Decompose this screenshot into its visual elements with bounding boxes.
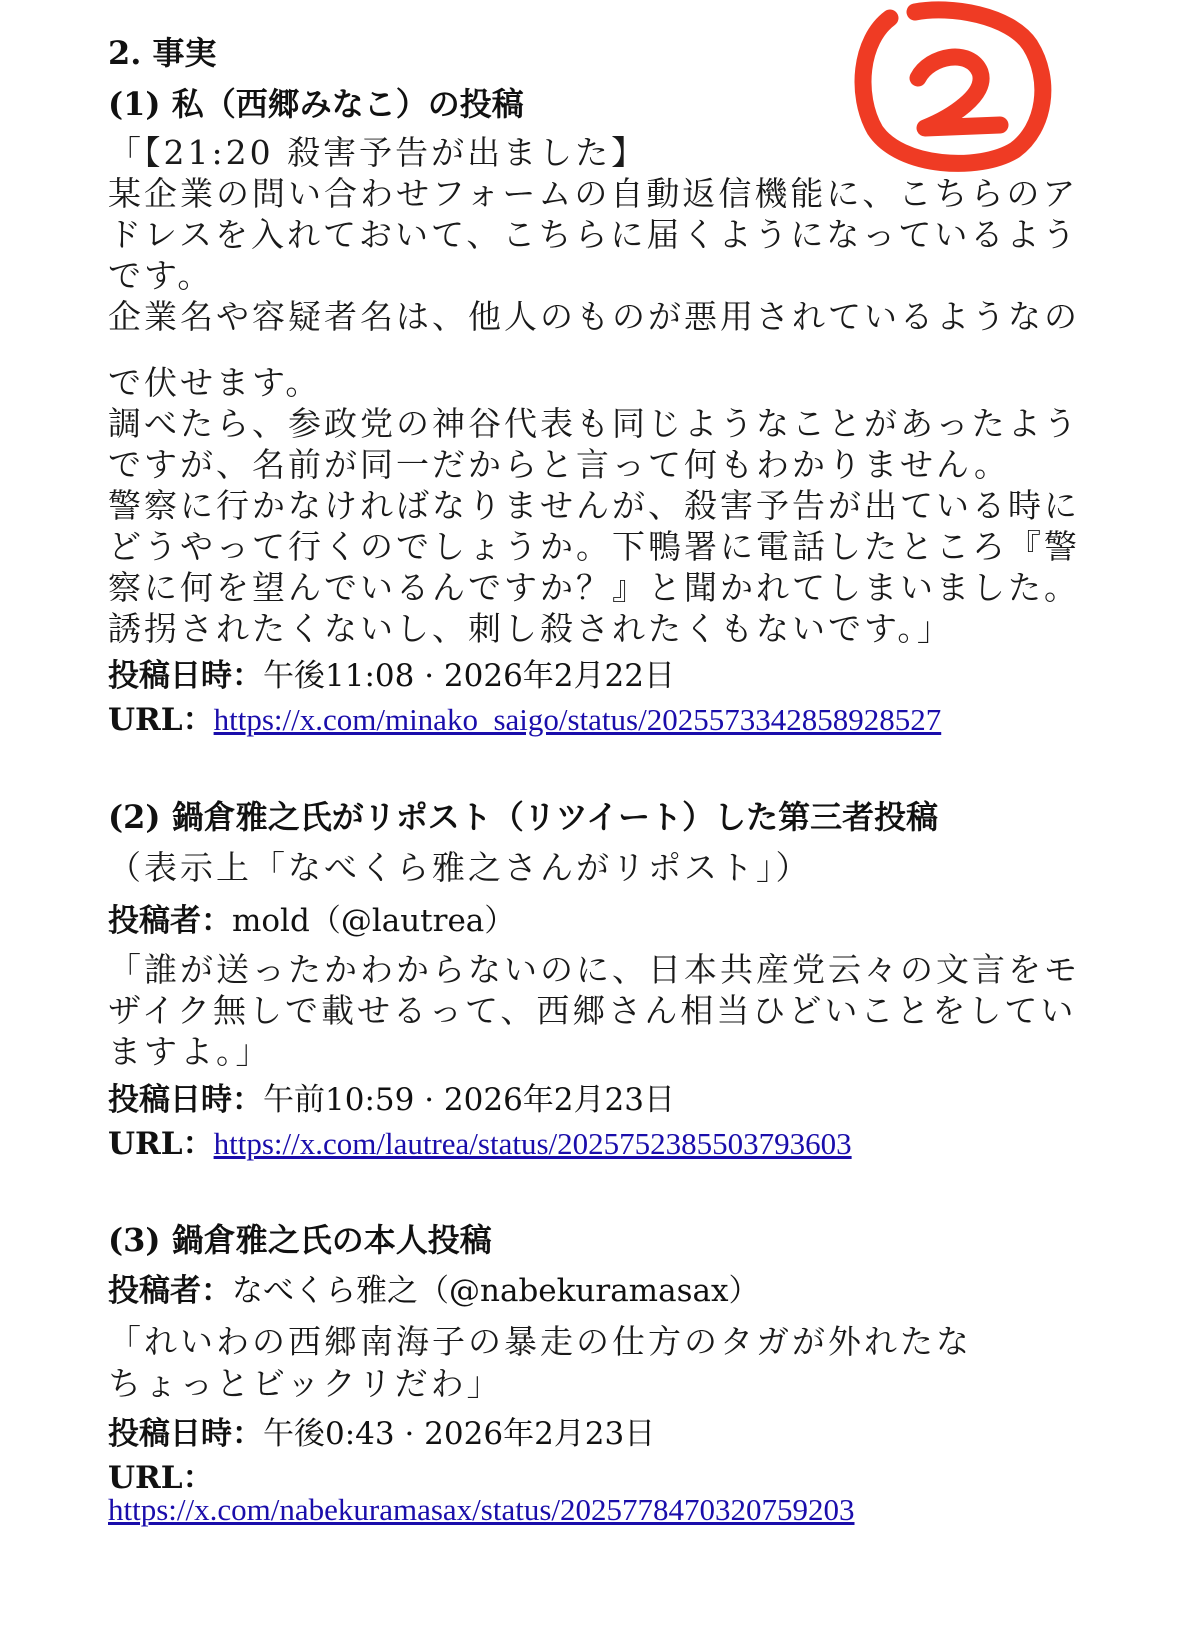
post-1-url-link[interactable]: https://x.com/minako_saigo/status/2025573342858928527: [213, 702, 942, 737]
post-1-quote-line: 企業名や容疑者名は、他人のものが悪用されているようなの: [108, 297, 1080, 336]
date-label: 投稿日時：: [108, 658, 263, 694]
page-number-mark: [830, 0, 1080, 175]
post-3-url-line: [108, 1492, 855, 1528]
author-label: 投稿者：: [108, 1273, 232, 1309]
post-1-quote-line: 「【21:20 殺害予告が出ました】: [108, 133, 648, 172]
url-label: URL：: [108, 1460, 214, 1496]
post-1-quote-line: 警察に行かなければなりませんが、殺害予告が出ている時に: [108, 486, 1080, 525]
url-label: URL：: [108, 1126, 214, 1162]
post-3-quote-line: 「れいわの西郷南海子の暴走の仕方のタガが外れたな: [108, 1322, 972, 1361]
date-value: 午前10:59 · 2026年2月23日: [263, 1082, 675, 1118]
post-3-url-label-line: [108, 1452, 214, 1497]
post-1-date: [108, 650, 675, 695]
date-value: 午後11:08 · 2026年2月22日: [263, 658, 675, 694]
post-1-heading: (1) 私（西郷みなこ）の投稿: [108, 85, 524, 123]
post-2-url-line: [108, 1118, 852, 1163]
date-value: 午後0:43 · 2026年2月23日: [263, 1416, 656, 1452]
section-title: 2. 事実: [108, 34, 217, 72]
post-3-date: [108, 1408, 655, 1453]
post-3-author: [108, 1265, 759, 1310]
post-1-quote-line: 察に何を望んでいるんですか？』と聞かれてしまいました。: [108, 568, 1080, 607]
post-3-url-link[interactable]: https://x.com/nabekuramasax/status/2025778470320759203: [108, 1492, 855, 1527]
url-label: URL：: [108, 702, 214, 738]
post-1-quote-line: ドレスを入れておいて、こちらに届くようになっているよう: [108, 215, 1079, 254]
post-2-quote-line: ますよ。」: [108, 1032, 272, 1071]
author-value: なべくら雅之（@nabekuramasax）: [232, 1273, 760, 1309]
date-label: 投稿日時：: [108, 1082, 263, 1118]
post-1-quote-line: 誘拐されたくないし、刺し殺されたくもないです。」: [108, 609, 953, 648]
author-value: mold（@lautrea）: [232, 903, 516, 939]
post-2-quote-line: ザイク無しで載せるって、西郷さん相当ひどいことをしてい: [108, 991, 1077, 1030]
post-2-note: （表示上「なべくら雅之さんがリポスト」）: [108, 848, 812, 887]
post-2-url-link[interactable]: https://x.com/lautrea/status/2025752385503793603: [213, 1126, 852, 1161]
date-label: 投稿日時：: [108, 1416, 263, 1452]
post-2-heading: (2) 鍋倉雅之氏がリポスト（リツイート）した第三者投稿: [108, 798, 939, 836]
post-1-quote-line: で伏せます。: [108, 363, 322, 402]
post-2-date: [108, 1074, 675, 1119]
post-2-author: [108, 895, 515, 940]
post-1-quote-line: です。: [108, 256, 214, 295]
post-3-heading: (3) 鍋倉雅之氏の本人投稿: [108, 1221, 492, 1259]
post-1-quote-line: 調べたら、参政党の神谷代表も同じようなことがあったよう: [108, 404, 1080, 443]
post-1-quote-line: ですが、名前が同一だからと言って何もわかりません。: [108, 445, 1010, 484]
post-1-quote-line: 某企業の問い合わせフォームの自動返信機能に、こちらのア: [108, 174, 1079, 213]
post-1-url-line: [108, 694, 941, 739]
author-label: 投稿者：: [108, 903, 232, 939]
post-3-quote-line: ちょっとビックリだわ」: [108, 1364, 503, 1403]
post-2-quote-line: 「誰が送ったかわからないのに、日本共産党云々の文言をモ: [108, 950, 1080, 989]
post-1-quote-line: どうやって行くのでしょうか。下鴨署に電話したところ『警: [108, 527, 1080, 566]
